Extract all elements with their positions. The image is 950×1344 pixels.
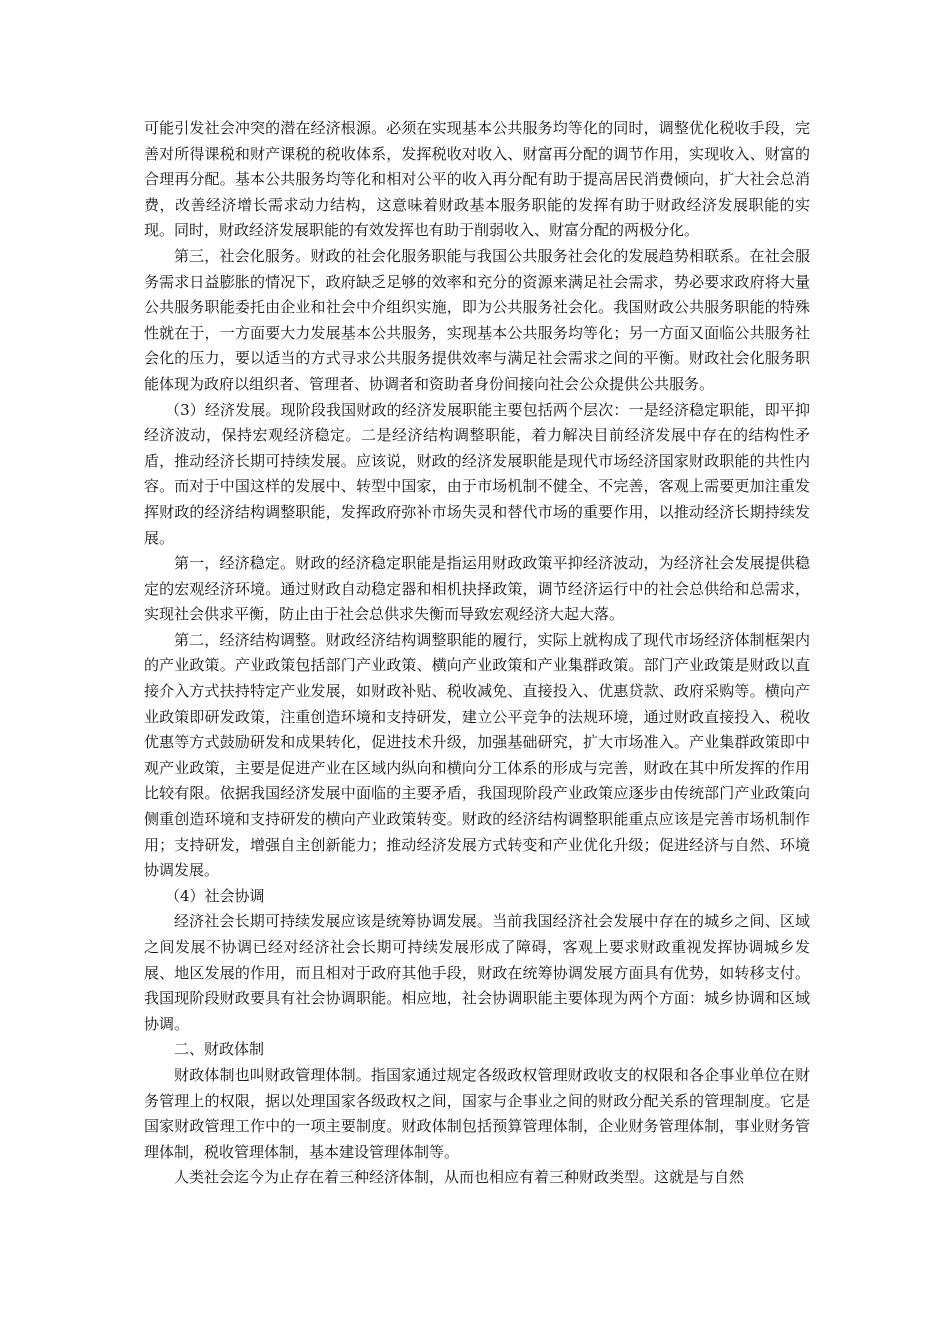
paragraph-continuation: 可能引发社会冲突的潜在经济根源。必须在实现基本公共服务均等化的同时，调整优化税收手段，完善对所得课税和财产课税的税收体系，发挥税收对收入、财富再分配的调节作用，实现收入、财富的合理再分配。基本公共服务均等化和相对公平的收入再分配有助于提高居民消费倾向，扩大社会总消费，改善经济增长需求动力结构，这意味着财政基本服务职能的发挥有助于财政经济发展职能的实现。同时，财政经济发展职能的有效发挥也有助于削弱收入、财富分配的两极分化。 (144, 119, 810, 240)
paragraph-fiscal-system: 财政体制也叫财政管理体制。指国家通过规定各级政权管理财政收支的权限和各企事业单位在财务管理上的权限，据以处理国家各级政权之间，国家与企事业之间的财政分配关系的管理制度。它是国家财政管理工作中的一项主要制度。财政体制包括预算管理体制，企业财务管理体制，事业财务管理体制，税收管理体制，基本建设管理体制等。 (144, 1065, 810, 1161)
paragraph-economic-development: （3）经济发展。现阶段我国财政的经济发展职能主要包括两个层次：一是经济稳定职能，即平抑经济波动，保持宏观经济稳定。二是经济结构调整职能，着力解决目前经济发展中存在的结构性矛盾，推动经济长期可持续发展。应该说，财政的经济发展职能是现代市场经济国家财政职能的共性内容。而对于中国这样的发展中、转型中国家，由于市场机制不健全、不完善，客观上需要更加注重发挥财政的经济结构调整职能，发挥政府弥补市场失灵和替代市场的重要作用，以推动经济长期持续发展。 (144, 400, 810, 547)
document-body (144, 116, 810, 1191)
heading-social-coordination: （4）社会协调 (165, 886, 265, 905)
paragraph-economic-systems: 人类社会迄今为止存在着三种经济体制，从而也相应有着三种财政类型。这就是与自然 (174, 1168, 745, 1187)
paragraph-socialized-service: 第三，社会化服务。财政的社会化服务职能与我国公共服务社会化的发展趋势相联系。在社会服务需求日益膨胀的情况下，政府缺乏足够的效率和充分的资源来满足社会需求，势必要求政府将大量公共服务职能委托由企业和社会中介组织实施，即为公共服务社会化。我国财政公共服务职能的特殊性就在于，一方面要大力发展基本公共服务，实现基本公共服务均等化；另一方面又面临公共服务社会化的压力，要以适当的方式寻求公共服务提供效率与满足社会需求之间的平衡。财政社会化服务职能体现为政府以组织者、管理者、协调者和资助者身份间接向社会公众提供公共服务。 (144, 246, 810, 393)
section-heading-fiscal-system: 二、财政体制 (174, 1040, 265, 1059)
paragraph-social-coordination: 经济社会长期可持续发展应该是统筹协调发展。当前我国经济社会发展中存在的城乡之间、区域之间发展不协调已经对经济社会长期可持续发展形成了障碍，客观上要求财政重视发挥协调城乡发展、地区发展的作用，而且相对于政府其他手段，财政在统筹协调发展方面具有优势，如转移支付。我国现阶段财政要具有社会协调职能。相应地，社会协调职能主要体现为两个方面：城乡协调和区域协调。 (144, 912, 810, 1033)
paragraph-structural-adjustment: 第二，经济结构调整。财政经济结构调整职能的履行，实际上就构成了现代市场经济体制框架内的产业政策。产业政策包括部门产业政策、横向产业政策和产业集群政策。部门产业政策是财政以直接介入方式扶持特定产业发展，如财政补贴、税收减免、直接投入、优惠贷款、政府采购等。横向产业政策即研发政策，注重创造环境和支持研发，建立公平竞争的法规环境，通过财政直接投入、税收优惠等方式鼓励研发和成果转化，促进技术升级，加强基础研究，扩大市场准入。产业集群政策即中观产业政策，主要是促进产业在区域内纵向和横向分工体系的形成与完善，财政在其中所发挥的作用比较有限。依据我国经济发展中面临的主要矛盾，我国现阶段产业政策应逐步由传统部门产业政策向侧重创造环境和支持研发的横向产业政策转变。财政的经济结构调整职能重点应该是完善市场机制作用；支持研发，增强自主创新能力；推动经济发展方式转变和产业优化升级；促进经济与自然、环境协调发展。 (144, 630, 810, 880)
paragraph-economic-stability: 第一，经济稳定。财政的经济稳定职能是指运用财政政策平抑经济波动，为经济社会发展提供稳定的宏观经济环境。通过财政自动稳定器和相机抉择政策，调节经济运行中的社会总供给和总需求，实现社会供求平衡，防止由于社会总供求失衡而导致宏观经济大起大落。 (144, 554, 810, 624)
